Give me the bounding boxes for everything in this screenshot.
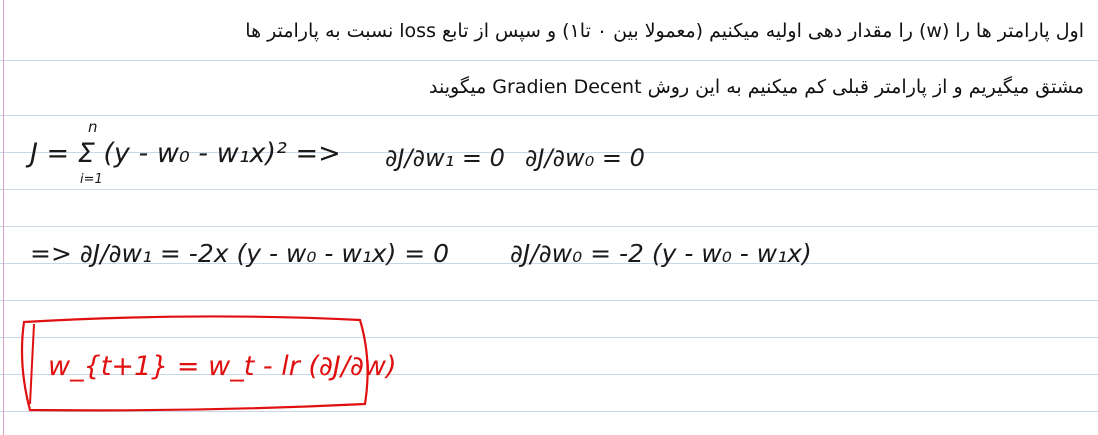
derivative-equations xyxy=(30,239,812,268)
derivative-w0: ∂J/∂w₀ = -2 (y - w₀ - w₁x) xyxy=(510,239,812,268)
sum-upper-limit: n xyxy=(88,118,98,136)
cost-function: J = Σ (y - w₀ - w₁x)² => xyxy=(30,138,341,169)
partial-w1-zero: ∂J/∂w₁ = 0 xyxy=(385,144,505,172)
red-box-inner-stroke xyxy=(30,324,34,404)
partial-w0-zero: ∂J/∂w₀ = 0 xyxy=(525,144,645,172)
update-rule-box xyxy=(22,316,397,410)
derivative-w1: => ∂J/∂w₁ = -2x (y - w₀ - w₁x) = 0 xyxy=(30,239,450,268)
typed-text-line-2: مشتق میگیریم و از پارامتر قبلی کم میکنیم به این روش Gradien Decent میگویند xyxy=(429,76,1084,98)
sum-lower-limit: i=1 xyxy=(80,172,103,187)
typed-text-line-1: اول پارامتر ها را (w) را مقدار دهی اولیه میکنیم (معمولا بین ۰ تا۱) و سپس از تابع loss نسبت به پارامتر ها xyxy=(245,20,1084,42)
cost-function-equation xyxy=(25,118,645,187)
gradient-update-rule: w_{t+1} = w_t - lr (∂J/∂w) xyxy=(48,351,397,382)
